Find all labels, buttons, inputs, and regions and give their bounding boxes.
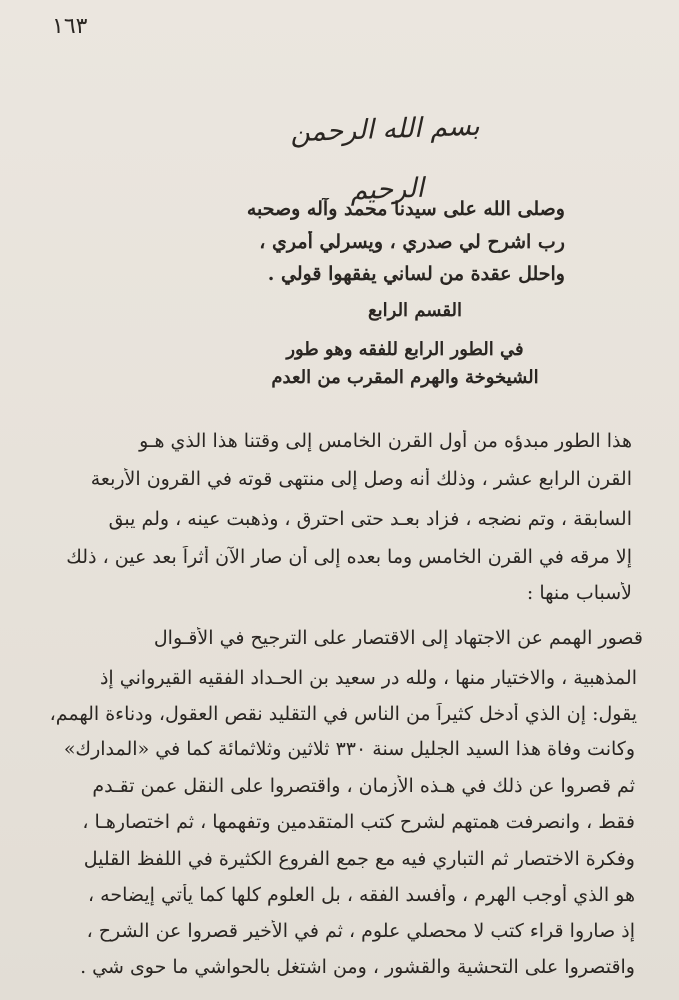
basmala-calligraphy: بسم الله الرحمن الرحيم — [289, 110, 481, 207]
body-line: إذ صاروا قراء كتب لا محصلي علوم ، ثم في الأخير قصروا عن الشرح ، — [86, 920, 635, 942]
body-line: القرن الرابع عشر ، وذلك أنه وصل إلى منتهى قوته في القرون الأربعة — [90, 468, 632, 490]
body-line: وفكرة الاختصار ثم التباري فيه مع جمع الفروع الكثيرة في اللفظ القليل — [83, 848, 635, 870]
page-number: ١٦٣ — [52, 14, 88, 39]
body-line: فقط ، وانصرفت همتهم لشرح كتب المتقدمين وتفهمها ، ثم اختصارهـا ، — [82, 811, 635, 833]
body-line: ثم قصروا عن ذلك في هـذه الأزمان ، واقتصروا على النقل عمن تقـدم — [92, 775, 635, 797]
body-line: قصور الهمم عن الاجتهاد إلى الاقتصار على الترجيح في الأقـوال — [153, 627, 643, 649]
body-line: واقتصروا على التحشية والقشور ، ومن اشتغل بالحواشي ما حوى شي . — [80, 956, 635, 978]
intro-line-3: واحلل عقدة من لساني يفقهوا قولي . — [267, 263, 565, 285]
intro-line-2: رب اشرح لي صدري ، ويسرلي أمري ، — [259, 231, 565, 253]
body-line: هو الذي أوجب الهرم ، وأفسد الفقه ، بل العلوم كلها كما يأتي إيضاحه ، — [87, 884, 635, 906]
body-line: لأسباب منها : — [526, 582, 632, 604]
section-title: القسم الرابع — [368, 300, 462, 321]
body-line: إلا مرقه في القرن الخامس وما بعده إلى أن صار الآن أثراً بعد عين ، ذلك — [66, 546, 632, 568]
intro-line-1: وصلى الله على سيدنا محمد وآله وصحبه — [246, 198, 565, 220]
section-subtitle-line-1: في الطور الرابع للفقه وهو طور — [286, 339, 524, 360]
section-subtitle-line-2: الشيخوخة والهرم المقرب من العدم — [271, 367, 539, 388]
body-line: وكانت وفاة هذا السيد الجليل سنة ٣٣٠ ثلاثين وثلاثمائة كما في «المدارك» — [63, 738, 635, 760]
body-line: المذهبية ، والاختيار منها ، ولله در سعيد بن الحـداد الفقيه القيرواني إذ — [99, 667, 637, 689]
body-line: هذا الطور مبدؤه من أول القرن الخامس إلى وقتنا هذا الذي هـو — [139, 430, 632, 452]
body-line: السابقة ، وتم نضجه ، فزاد بعـد حتى احترق ، وذهبت عينه ، ولم يبق — [108, 508, 632, 530]
body-line: يقول: إن الذي أدخل كثيراً من الناس في التقليد نقص العقول، ودناءة الهمم، — [49, 703, 637, 725]
